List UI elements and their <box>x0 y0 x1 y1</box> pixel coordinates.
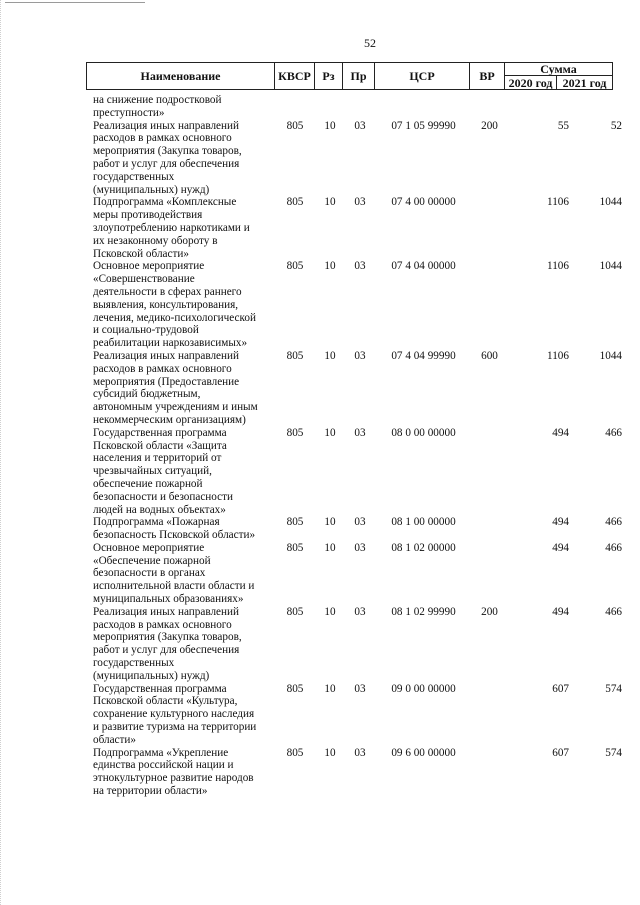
cell-sum-2020: 494 <box>552 426 569 439</box>
cell-pr: 03 <box>354 605 366 618</box>
cell-sum-2020: 494 <box>552 541 569 554</box>
cell-sum-2021: 1044 <box>599 196 622 209</box>
cell-kvsr: 805 <box>286 682 304 695</box>
cell-pr <box>345 94 375 120</box>
table-row <box>93 542 622 606</box>
header-csr: ЦСР <box>375 63 470 90</box>
cell-rz: 10 <box>324 682 336 695</box>
table-row <box>93 260 622 350</box>
cell-name: Государственная программа Псковской области «Культура, сохранение культурного наследия и развитие туризма на территории области» <box>93 682 257 746</box>
cell-name: Государственная программа Псковской области «Защита населения и территорий от чрезвычайных ситуаций, обеспечение пожарной безопасности и безопасности людей на водных объектах» <box>93 426 234 516</box>
cell-name: Подпрограмма «Пожарная безопасность Псковской области» <box>93 516 256 542</box>
cell-vr <box>472 260 507 350</box>
cell-kvsr: 805 <box>286 349 304 362</box>
cell-csr: 07 4 00 00000 <box>391 196 456 209</box>
cell-name: Основное мероприятие «Совершенствование деятельности в сферах раннего выявления, консультирования, лечения, медико-психологической и социально-трудовой реабилитации наркозависимых» <box>93 260 256 350</box>
scan-edge <box>0 0 49 905</box>
cell-sum-2021: 574 <box>605 746 622 759</box>
table-row <box>93 747 622 798</box>
table-row <box>93 606 622 683</box>
cell-csr: 08 1 02 99990 <box>391 605 456 618</box>
table-row <box>93 94 622 120</box>
cell-vr <box>472 747 507 798</box>
cell-name: Реализация иных направлений расходов в рамках основного мероприятия (Предоставление субсидий бюджетным, автономным учреждениям и иным некоммерческим организациям) <box>93 349 258 426</box>
cell-sum-2020: 607 <box>552 682 569 695</box>
cell-kvsr: 805 <box>286 119 304 132</box>
page-number: 52 <box>364 36 376 50</box>
cell-csr <box>375 94 472 120</box>
cell-pr: 03 <box>354 349 366 362</box>
header-pr: Пр <box>343 63 375 90</box>
cell-name: Реализация иных направлений расходов в рамках основного мероприятия (Закупка товаров, работ и услуг для обеспечения государственных (муниципальных) нужд) <box>93 605 242 682</box>
header-year-2021: 2021 год <box>557 76 613 90</box>
cell-sum-2021: 574 <box>605 682 622 695</box>
cell-vr <box>472 516 507 542</box>
cell-name: Реализация иных направлений расходов в рамках основного мероприятия (Закупка товаров, работ и услуг для обеспечения государственных (муниципальных) нужд) <box>93 119 242 196</box>
table-row <box>93 427 622 517</box>
cell-csr: 07 1 05 99990 <box>391 119 456 132</box>
header-name: Наименование <box>87 63 275 90</box>
cell-pr: 03 <box>354 746 366 759</box>
cell-sum-2020: 494 <box>552 605 569 618</box>
table-row <box>93 120 622 197</box>
cell-sum-2020: 607 <box>552 746 569 759</box>
table-row <box>93 350 622 427</box>
header-vr: ВР <box>470 63 505 90</box>
table-body <box>93 94 622 798</box>
cell-rz: 10 <box>324 746 336 759</box>
cell-csr: 07 4 04 99990 <box>391 349 456 362</box>
cell-kvsr: 805 <box>286 746 304 759</box>
cell-rz: 10 <box>324 605 336 618</box>
cell-sum-2020: 494 <box>552 516 569 529</box>
cell-pr: 03 <box>354 260 366 273</box>
cell-name: Подпрограмма «Укрепление единства российской нации и этнокультурное развитие народов на территории области» <box>93 746 254 798</box>
cell-csr: 08 1 02 00000 <box>391 541 456 554</box>
header-kvsr: КВСР <box>275 63 315 90</box>
budget-table <box>93 94 622 798</box>
cell-csr: 08 1 00 00000 <box>391 516 456 529</box>
cell-kvsr: 805 <box>286 605 304 618</box>
cell-vr: 200 <box>481 119 498 132</box>
cell-rz: 10 <box>324 516 336 529</box>
header-rz: Рз <box>315 63 343 90</box>
table-row <box>93 516 622 542</box>
cell-kvsr: 805 <box>286 426 304 439</box>
cell-vr <box>472 683 507 747</box>
cell-sum-2021: 466 <box>605 605 622 618</box>
cell-name: на снижение подростковой преступности» <box>93 94 222 119</box>
cell-pr: 03 <box>354 541 366 554</box>
cell-csr: 08 0 00 00000 <box>391 426 456 439</box>
cell-vr: 600 <box>481 349 498 362</box>
cell-rz: 10 <box>324 119 336 132</box>
table-header <box>86 62 613 90</box>
cell-rz: 10 <box>324 426 336 439</box>
table-row <box>93 196 622 260</box>
cell-kvsr: 805 <box>286 260 304 273</box>
cell-rz: 10 <box>324 260 336 273</box>
cell-pr: 03 <box>354 426 366 439</box>
cell-sum-2020: 55 <box>557 119 569 132</box>
cell-sum-2021: 466 <box>605 426 622 439</box>
cell-vr <box>472 542 507 606</box>
cell-sum-2021: 52 <box>610 119 622 132</box>
cell-sum-2020: 1106 <box>547 260 569 273</box>
header-sum: Сумма <box>505 63 613 76</box>
cell-rz <box>315 94 345 120</box>
cell-pr: 03 <box>354 119 366 132</box>
cell-kvsr: 805 <box>286 196 304 209</box>
cell-vr <box>472 196 507 260</box>
cell-kvsr: 805 <box>286 516 304 529</box>
cell-kvsr <box>275 94 315 120</box>
cell-rz: 10 <box>324 541 336 554</box>
cell-sum-2020: 1106 <box>547 349 569 362</box>
scan-top-line <box>5 2 145 3</box>
cell-rz: 10 <box>324 196 336 209</box>
cell-vr <box>472 427 507 517</box>
cell-csr: 09 6 00 00000 <box>391 746 456 759</box>
cell-vr: 200 <box>481 605 498 618</box>
cell-csr: 09 0 00 00000 <box>391 682 456 695</box>
cell-sum-2021: 1044 <box>599 260 622 273</box>
cell-name: Основное мероприятие «Обеспечение пожарной безопасности в органах исполнительной власти области и муниципальных образованиях» <box>93 541 255 606</box>
cell-pr: 03 <box>354 516 366 529</box>
table-row <box>93 683 622 747</box>
cell-sum-2020 <box>507 94 569 120</box>
cell-vr <box>472 94 507 120</box>
cell-rz: 10 <box>324 349 336 362</box>
cell-sum-2021 <box>569 94 622 120</box>
cell-kvsr: 805 <box>286 541 304 554</box>
cell-pr: 03 <box>354 682 366 695</box>
cell-name: Подпрограмма «Комплексные меры противодействия злоупотреблению наркотиками и их незаконному обороту в Псковской области» <box>93 196 250 260</box>
cell-pr: 03 <box>354 196 366 209</box>
cell-csr: 07 4 04 00000 <box>391 260 456 273</box>
cell-sum-2020: 1106 <box>547 196 569 209</box>
cell-sum-2021: 1044 <box>599 349 622 362</box>
cell-sum-2021: 466 <box>605 541 622 554</box>
cell-sum-2021: 466 <box>605 516 622 529</box>
header-year-2020: 2020 год <box>505 76 557 90</box>
